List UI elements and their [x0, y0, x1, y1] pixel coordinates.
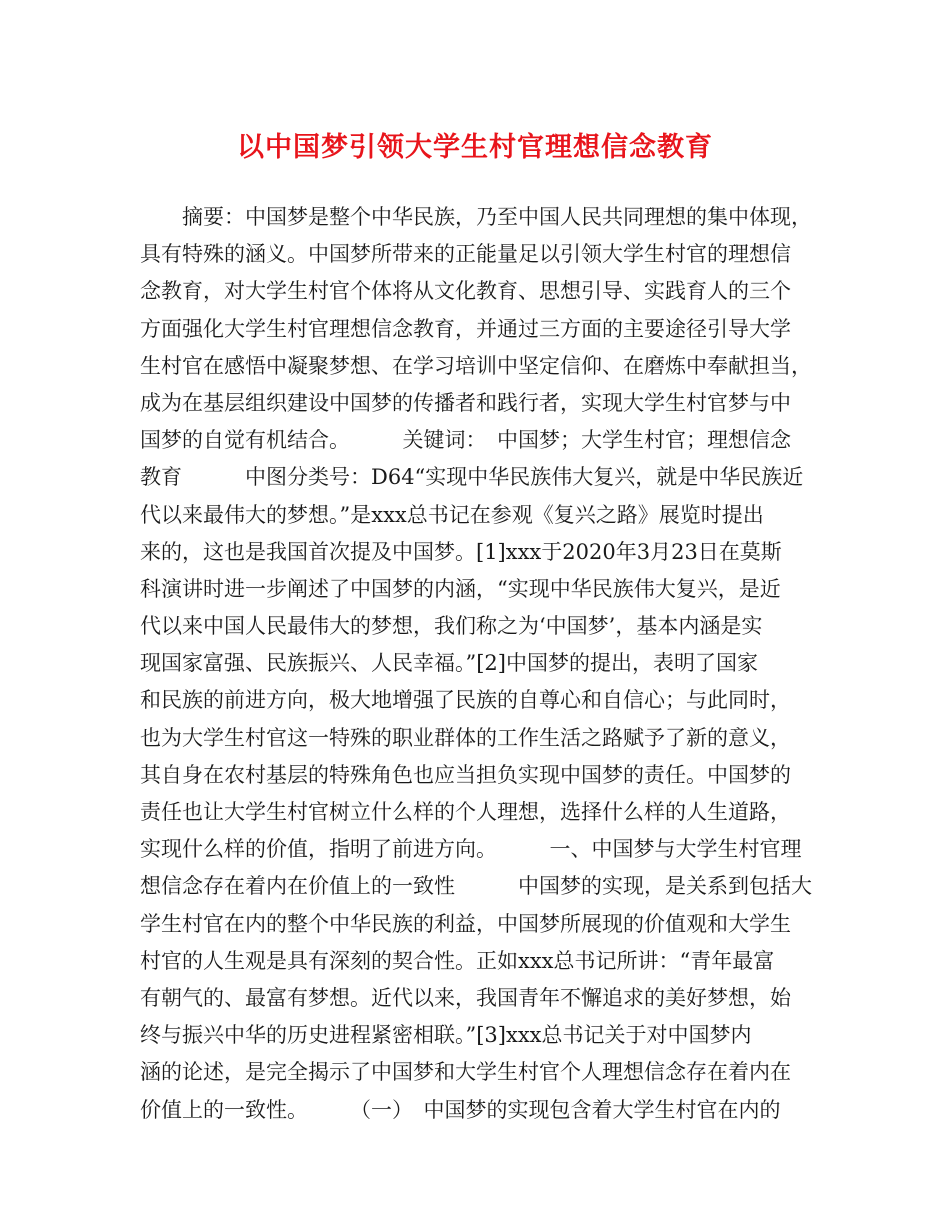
body-line: 其自身在农村基层的特殊角色也应当担负实现中国梦的责任。中国梦的: [140, 762, 791, 787]
body-line: 实现什么样的价值，指明了前进方向。 一、中国梦与大学生村官理: [140, 837, 802, 862]
body-line: 代以来中国人民最伟大的梦想，我们称之为‘中国梦’，基本内涵是实: [140, 614, 763, 639]
body-line: 具有特殊的涵义。中国梦所带来的正能量足以引领大学生村官的理想信: [140, 242, 791, 267]
body-line: 想信念存在着内在价值上的一致性 中国梦的实现，是关系到包括大: [140, 874, 812, 899]
body-line: 成为在基层组织建设中国梦的传播者和践行者，实现大学生村官梦与中: [140, 390, 791, 415]
body-line: 学生村官在内的整个中华民族的利益，中国梦所展现的价值观和大学生: [140, 911, 791, 936]
body-line: 价值上的一致性。 （一） 中国梦的实现包含着大学生村官在内的: [140, 1097, 781, 1122]
body-line: 国梦的自觉有机结合。 关键词： 中国梦；大学生村官；理想信念: [140, 428, 791, 453]
body-line: 责任也让大学生村官树立什么样的个人理想，选择什么样的人生道路，: [140, 800, 791, 824]
body-line: 科演讲时进一步阐述了中国梦的内涵，“实现中华民族伟大复兴，是近: [140, 576, 781, 601]
document-body: [140, 199, 832, 1129]
body-line: 来的，这也是我国首次提及中国梦。[1]xxx于2020年3月23日在莫斯: [140, 539, 782, 564]
body-line: 代以来最伟大的梦想。”是xxx总书记在参观《复兴之路》展览时提出: [140, 502, 764, 527]
body-line: 和民族的前进方向，极大地增强了民族的自尊心和自信心；与此同时，: [140, 688, 791, 713]
body-line: 摘要：中国梦是整个中华民族，乃至中国人民共同理想的集中体现，: [140, 205, 812, 229]
body-line: 现国家富强、民族振兴、人民幸福。”[2]中国梦的提出，表明了国家: [140, 651, 758, 676]
body-line: 有朝气的、最富有梦想。近代以来，我国青年不懈追求的美好梦想，始: [140, 985, 791, 1010]
body-line: 生村官在感悟中凝聚梦想、在学习培训中坚定信仰、在磨炼中奉献担当，: [140, 353, 812, 378]
body-line: 方面强化大学生村官理想信念教育，并通过三方面的主要途径引导大学: [140, 316, 791, 341]
body-line: 教育 中图分类号：D64“实现中华民族伟大复兴，就是中华民族近: [140, 465, 804, 490]
body-line: 村官的人生观是具有深刻的契合性。正如xxx总书记所讲：“青年最富: [140, 948, 775, 973]
body-line: 念教育，对大学生村官个体将从文化教育、思想引导、实践育人的三个: [140, 279, 791, 304]
body-line: 也为大学生村官这一特殊的职业群体的工作生活之路赋予了新的意义，: [140, 725, 791, 750]
body-line: 终与振兴中华的历史进程紧密相联。”[3]xxx总书记关于对中国梦内: [140, 1023, 752, 1048]
body-line: 涵的论述，是完全揭示了中国梦和大学生村官个人理想信念存在着内在: [140, 1060, 791, 1085]
document-title: 以中国梦引领大学生村官理想信念教育: [237, 132, 713, 163]
